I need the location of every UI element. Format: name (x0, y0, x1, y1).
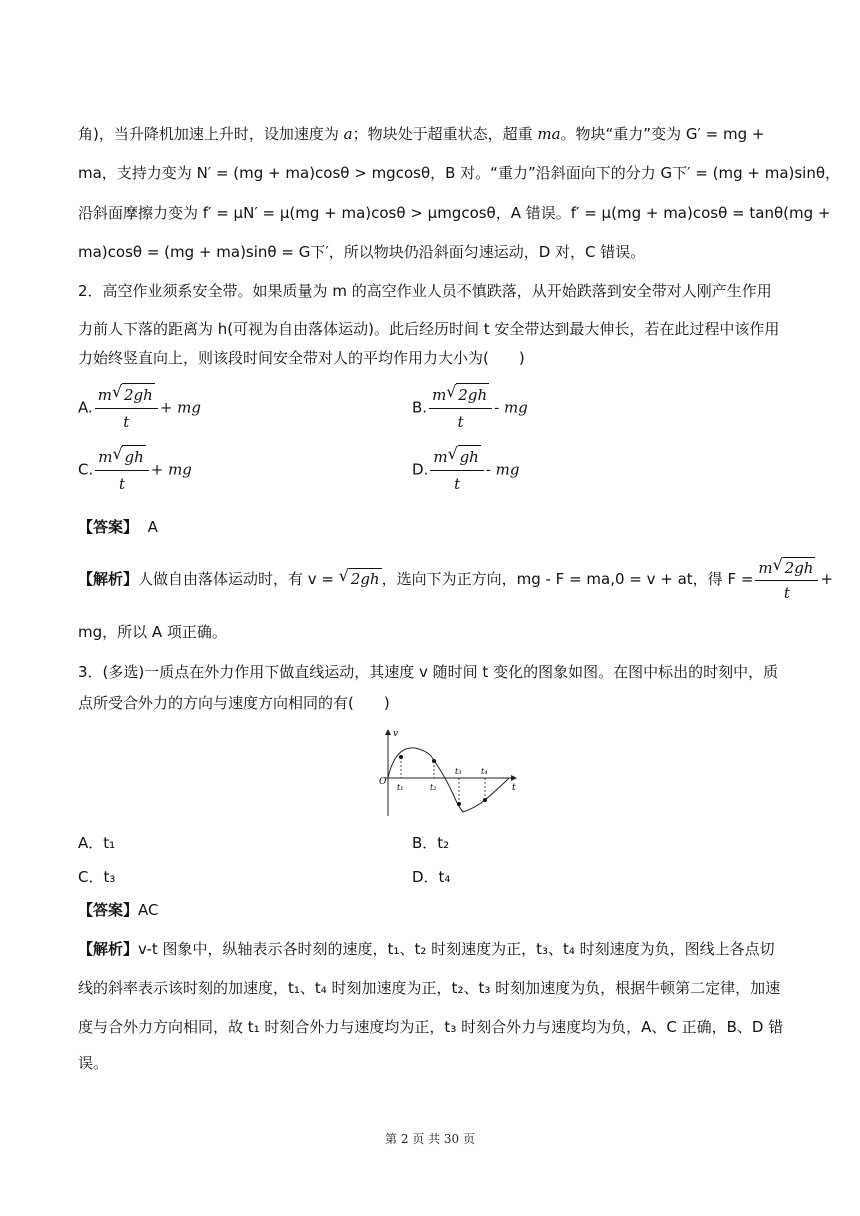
t2-point (432, 759, 436, 763)
v-axis-arrow (385, 729, 391, 735)
analysis-part-b: ，选向下为正方向，mg - F = ma,0 = v + at，得 F = (381, 570, 754, 588)
frac-den: t (457, 413, 464, 431)
frac-den: t (783, 584, 790, 602)
q3-line-1: 3．(多选)一质点在外力作用下做直线运动，其速度 v 随时间 t 变化的图象如图。在图中标出的时刻中，质 (78, 663, 779, 681)
analysis-label: 【解析】 (78, 940, 139, 958)
q3-option-c: C．t₃ (78, 868, 116, 886)
radicand: √ 2gh (122, 383, 155, 406)
frac-m: m (433, 448, 448, 466)
answer-value: AC (138, 901, 159, 919)
radicand: √ 2gh (456, 383, 489, 406)
fraction (755, 557, 818, 603)
vt-curve (388, 748, 509, 812)
q2-option-d (412, 445, 520, 495)
option-tail: + mg (150, 460, 192, 479)
q3-analysis-line-2: 线的斜率表示该时刻的加速度，t₁、t₄ 时刻加速度为正，t₂、t₃ 时刻加速度为负，根据牛顿第二定律，加速 (78, 979, 781, 997)
q2-analysis-line-2: mg，所以 A 项正确。 (78, 623, 227, 641)
q3-analysis-line-3: 度与合外力方向相同，故 t₁ 时刻合外力与速度均为正，t₃ 时刻合外力与速度均为负，A、C 正确，B、D 错 (78, 1018, 784, 1036)
t1-point (399, 755, 403, 759)
option-tail: - mg (485, 460, 520, 479)
page-footer: 第 2 页 共 30 页 (385, 1132, 475, 1146)
fraction (95, 445, 149, 495)
t1-label: t₁ (397, 783, 404, 792)
fraction (429, 383, 492, 433)
top-line-3: 沿斜面摩擦力变为 f′ = μN′ = μ(mg + ma)cosθ > μmgcosθ，A 错误。f′ = μ(mg + ma)cosθ = tanθ(mg + (78, 204, 831, 222)
var-a: a (343, 125, 353, 143)
analysis-part-c: + (820, 570, 834, 588)
fraction (95, 383, 158, 433)
v-label: v (393, 729, 399, 739)
frac-den: t (454, 475, 461, 493)
frac-m: m (432, 386, 447, 404)
option-letter: C. (78, 460, 94, 479)
answer-value: A (147, 518, 158, 536)
t4-point (483, 798, 487, 802)
analysis-part-a: 人做自由落体运动时，有 v = (138, 570, 339, 588)
q2-answer (78, 517, 788, 537)
option-letter: B. (412, 398, 428, 417)
q2-option-b (412, 383, 528, 433)
analysis-text: v-t 图象中，纵轴表示各时刻的速度，t₁、t₂ 时刻速度为正，t₃、t₄ 时刻速度为负，图线上各点切 (138, 940, 775, 958)
q3-option-a: A．t₁ (78, 834, 116, 852)
q2-line-3: 力始终竖直向上，则该段时间安全带对人的平均作用力大小为( ) (78, 349, 525, 367)
top-line-4: ma)cosθ = (mg + ma)sinθ = G下′，所以物块仍沿斜面匀速运动，D 对，C 错误。 (78, 243, 646, 261)
t2-label: t₂ (430, 783, 437, 792)
t-label: t (512, 783, 516, 793)
origin-label: O (379, 777, 387, 787)
analysis-label: 【解析】 (78, 570, 139, 588)
t3-point (457, 802, 461, 806)
fraction (430, 445, 484, 495)
radicand: √ 2gh (349, 568, 382, 589)
q3-analysis-line-4: 误。 (78, 1054, 109, 1072)
q3-option-d: D．t₄ (412, 868, 451, 886)
q2-option-a (78, 383, 201, 433)
frac-den: t (123, 413, 130, 431)
frac-m: m (758, 559, 773, 577)
option-letter: D. (412, 460, 429, 479)
vt-graph (375, 724, 525, 824)
q2-option-c (78, 445, 192, 495)
var-ma: ma (537, 125, 561, 143)
radicand: √ 2gh (783, 557, 816, 578)
radicand: √ gh (458, 445, 481, 468)
option-tail: + mg (159, 398, 201, 417)
answer-label: 【答案】 (78, 901, 139, 919)
t3-label: t₃ (455, 767, 462, 776)
t4-label: t₄ (481, 767, 488, 776)
option-tail: - mg (494, 398, 528, 417)
q3-analysis-line-1 (78, 939, 788, 959)
top-line-1-part-a: 角)，当升降机加速上升时，设加速度为 (78, 125, 344, 143)
frac-m: m (97, 386, 112, 404)
q3-line-2: 点所受合外力的方向与速度方向相同的有( ) (78, 694, 390, 712)
q2-line-2: 力前人下落的距离为 h(可视为自由落体运动)。此后经历时间 t 安全带达到最大伸长，若在此过程中该作用 (78, 320, 780, 338)
top-line-2: ma，支持力变为 N′ = (mg + ma)cosθ > mgcosθ，B 对。“重力”沿斜面向下的分力 G下′ = (mg + ma)sinθ， (78, 164, 841, 182)
q3-answer (78, 900, 788, 920)
frac-m: m (98, 448, 113, 466)
top-line-1-part-c: 。物块“重力”变为 G′ = mg + (560, 125, 765, 143)
top-line-1-part-b: ；物块处于超重状态，超重 (352, 125, 538, 143)
top-line-1 (78, 124, 788, 144)
radicand: √ gh (122, 445, 145, 468)
option-letter: A. (78, 398, 93, 417)
t-axis-arrow (511, 775, 517, 781)
q2-analysis-line-1 (78, 557, 834, 603)
frac-den: t (118, 475, 126, 493)
q3-option-b: B．t₂ (412, 834, 450, 852)
answer-label: 【答案】 (78, 518, 139, 536)
q2-line-1: 2．高空作业须系安全带。如果质量为 m 的高空作业人员不慎跌落，从开始跌落到安全带对人刚产生作用 (78, 282, 772, 300)
